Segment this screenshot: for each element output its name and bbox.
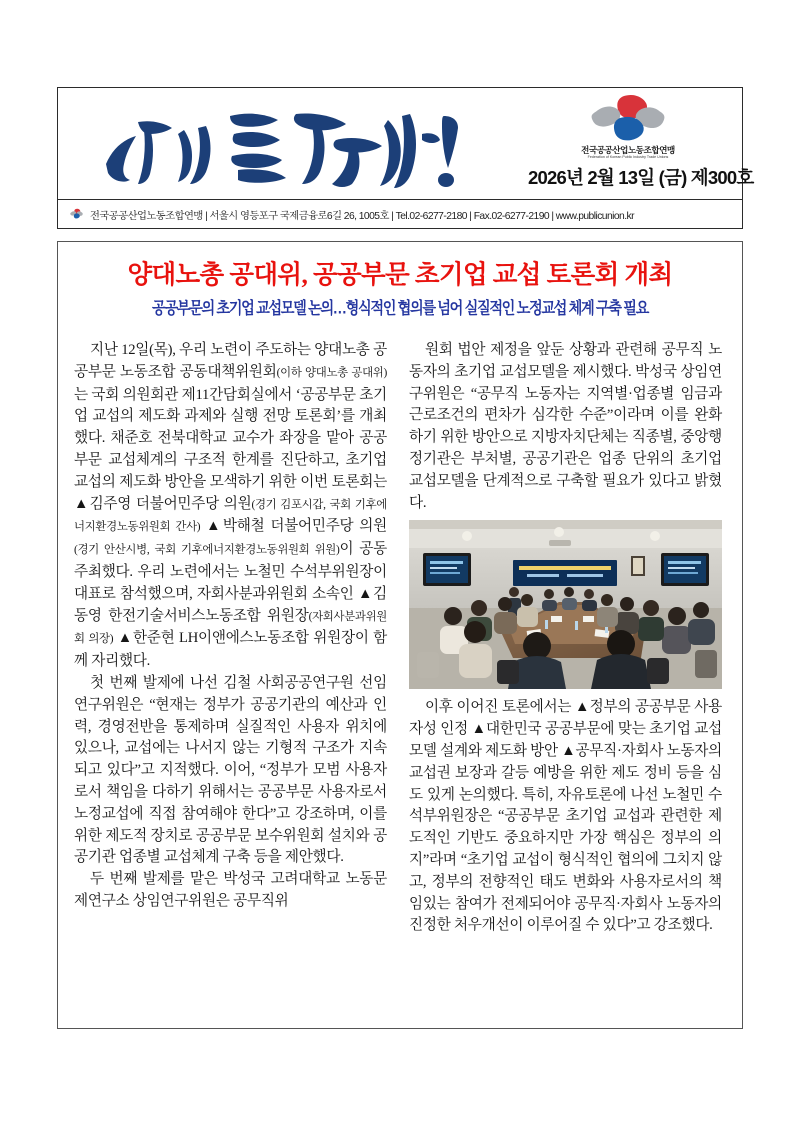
logo-name-english: Federation of Korean Public Industry Trade Unions bbox=[587, 155, 669, 160]
p1-note-4: (자회사분과위원회 의장) bbox=[74, 610, 387, 646]
logo-name-korean: 전국공공산업노동조합연맹 bbox=[581, 145, 675, 155]
article-photo bbox=[409, 520, 722, 689]
federation-logo-block bbox=[528, 93, 754, 190]
p1-part-d: 이 공동 주최했다. 우리 노련에서는 노철민 수석부위원장이 대표로 참석했으며, 자회사분과위원회 소속인 ▲김동영 한전기술서비스노동조합 위원장 bbox=[74, 541, 387, 624]
p1-part-b: 는 국회 의원회관 제11간담회실에서 ‘공공부문 초기업 교섭의 제도화 과제와 실행 전망 토론회’를 개최했다. 채준호 전북대학교 교수가 좌장을 맡아 공공부문 교섭체계의 구조적 한계를 진단하고, 초기업 교섭의 제도화 방안을 모색하기 위한 이번 토론회는 ▲김주영 더불어민주당 의원 bbox=[74, 386, 387, 512]
brush-calligraphy-title bbox=[88, 94, 468, 194]
article-subheadline: 공공부문의 초기업 교섭모델 논의…형식적인 협의를 넘어 실질적인 노정교섭 체계 구축 필요 bbox=[152, 299, 648, 319]
federation-logo-icon bbox=[585, 93, 671, 145]
federation-logo-small-icon bbox=[70, 208, 83, 221]
p1-part-e: ▲한준현 LH이앤에스노동조합 위원장이 함께 자리했다. bbox=[74, 630, 387, 670]
p1-part-a: 지난 12일(목), 우리 노련이 주도하는 양대노총 공공부문 노동조합 공동대책위원회 bbox=[74, 342, 387, 380]
article-column-left bbox=[74, 340, 387, 937]
article-headline: 양대노총 공대위, 공공부문 초기업 교섭 토론회 개최 bbox=[127, 260, 673, 289]
paragraph-5: 이후 이어진 토론에서는 ▲정부의 공공부문 사용자성 인정 ▲대한민국 공공부문에 맞는 초기업 교섭모델 설계와 제도화 방안 ▲공무직·자회사 노동자의 교섭권 보장과 갈등 예방을 위한 제도 정비 등을 심도 있게 논의했다. 특히, 자유토론에 나선 노철민 수석부위원장은 “공공부문 초기업 교섭과 관련한 제도적인 기반도 중요하지만 가장 핵심은 정부의 의지”라며 “초기업 교섭이 형식적인 협의에 그치지 않고, 정부의 전향적인 태도 변화와 사용자로서의 책임있는 참여가 전제되어야 공무직·자회사 노동자의 진정한 처우개선이 이루어질 수 있다”고 강조했다. bbox=[409, 699, 722, 934]
p1-note-2: (경기 김포시갑, 국회 기후에너지환경노동위원회 간사) bbox=[74, 498, 387, 534]
address-bar bbox=[57, 200, 743, 229]
issue-date-number: 2026년 2월 13일 (금) 제300호 bbox=[528, 166, 754, 188]
masthead bbox=[57, 87, 754, 200]
article-columns bbox=[74, 340, 726, 937]
article-container bbox=[57, 241, 743, 1029]
p1-note-1: (이하 양대노총 공대위) bbox=[276, 366, 387, 379]
p1-part-c: ▲박해철 더불어민주당 의원 bbox=[200, 518, 387, 535]
paragraph-4: 원회 법안 제정을 앞둔 상황과 관련해 공무직 노동자의 초기업 교섭모델을 제시했다. 박성국 상임연구위원은 “공무직 노동자는 지역별·업종별 임금과 근로조건의 편차가 심각한 수준”이라며 이를 완화하기 위한 방안으로 지방자치단체는 직종별, 중앙행정기관은 부처별, 공공기관은 업종 단위의 초기업 교섭모델을 단계적으로 구축할 필요가 있다고 밝혔다. bbox=[409, 342, 722, 511]
paragraph-1 bbox=[74, 340, 387, 673]
article-column-right bbox=[409, 340, 722, 937]
paragraph-3: 두 번째 발제를 맡은 박성국 고려대학교 노동문제연구소 상임연구위원은 공무직위 bbox=[74, 871, 387, 909]
paragraph-2: 첫 번째 발제에 나선 김철 사회공공연구원 선임연구위원은 “현재는 정부가 공공기관의 예산과 인력, 경영전반을 통제하며 실질적인 사용자 위치에 있으나, 교섭에는 나서지 않는 기형적 구조가 지속되고 있다”고 지적했다. 이어, “정부가 모범 사용자로서 책임을 다하기 위해서는 공공부문 사용자로서 노정교섭에 직접 참여해야 한다”고 강조하며, 이를 위한 제도적 장치로 공공부문 보수위원회 설치와 공공기관 업종별 교섭체계 구축 등을 제안했다. bbox=[74, 675, 387, 866]
p1-note-3: (경기 안산시병, 국회 기후에너지환경노동위원회 위원) bbox=[74, 544, 340, 557]
photo-spacer bbox=[409, 689, 722, 697]
address-text: 전국공공산업노동조합연맹 | 서울시 영등포구 국제금융로6길 26, 1005호 | Tel.02-6277-2180 | Fax.02-6277-2190 | www.publicunion.kr bbox=[90, 210, 635, 222]
